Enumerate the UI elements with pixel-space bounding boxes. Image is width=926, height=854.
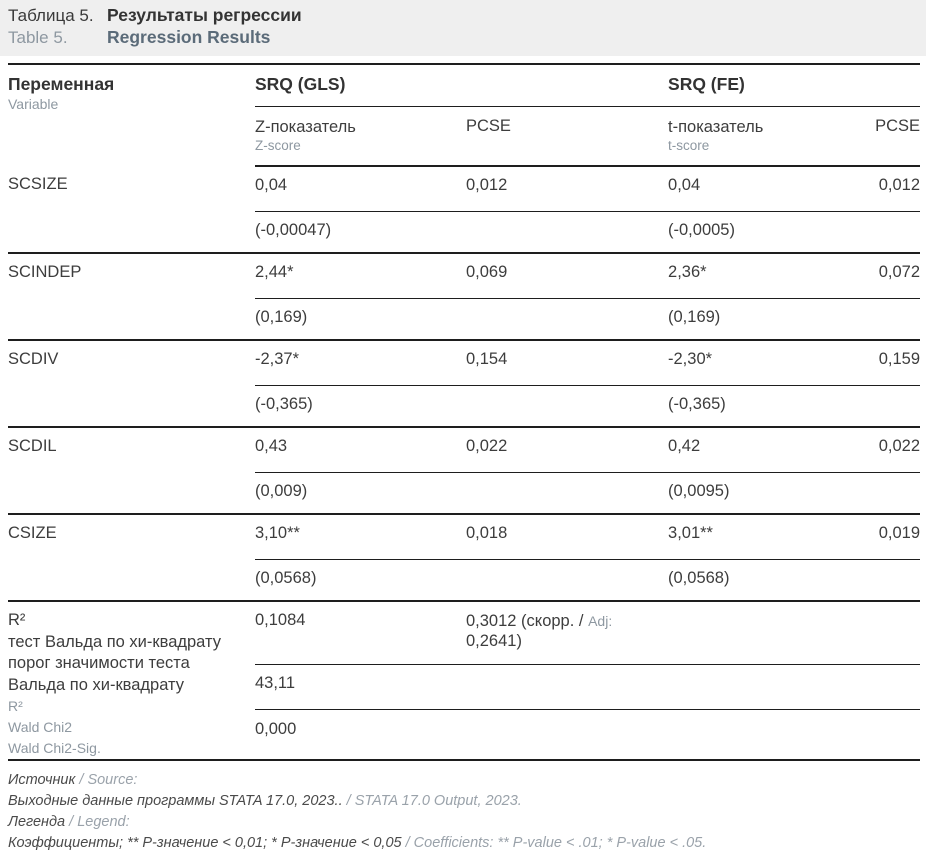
table-title-block — [0, 0, 926, 56]
column-group-srq-fe: SRQ (FE) — [668, 64, 920, 106]
stats-label-waldsig-ru-2: Вальда по хи-квадрату — [8, 675, 185, 694]
fe-pcse-value: 0,019 — [878, 524, 921, 542]
gls-z-value: -2,37* — [255, 350, 300, 368]
column-header-t-score: t-показатель t-score — [668, 106, 875, 166]
stats-label-wald-ru: тест Вальда по хи-квадрату — [8, 632, 221, 651]
table-row — [8, 514, 920, 559]
table-title-ru: Результаты регрессии — [107, 5, 302, 25]
variable-name: SCINDEP — [8, 253, 255, 340]
fe-t-value: 3,01** — [668, 524, 713, 542]
gls-se-value: (0,0568) — [255, 559, 466, 601]
gls-z-value: 2,44* — [255, 263, 294, 281]
table-number-ru: Таблица 5. — [8, 6, 94, 25]
fe-pcse-value: 0,022 — [878, 437, 921, 455]
gls-pcse-value: 0,012 — [466, 176, 508, 194]
table-number-en: Table 5. — [8, 28, 68, 47]
fe-se-value: (0,0095) — [668, 472, 875, 514]
stats-labels — [8, 601, 255, 760]
gls-pcse-value: 0,069 — [466, 263, 508, 281]
stats-label-wald-en: Wald Chi2 — [8, 719, 73, 735]
stats-label-waldsig-ru-1: порог значимости теста — [8, 654, 190, 672]
variable-name: SCDIV — [8, 340, 255, 427]
gls-se-value: (-0,365) — [255, 385, 466, 427]
column-header-pcse-fe: PCSE — [875, 106, 920, 166]
table-row — [8, 166, 920, 211]
header-group-row — [8, 64, 920, 106]
gls-z-value: 0,04 — [255, 176, 288, 194]
gls-pcse-value: 0,022 — [466, 437, 508, 455]
wald-chi2-value: 43,11 — [255, 665, 466, 710]
fe-se-value: (0,0568) — [668, 559, 875, 601]
variable-header-ru: Переменная — [8, 74, 115, 94]
variable-name: SCSIZE — [8, 166, 255, 253]
stats-label-waldsig-en: Wald Chi2-Sig. — [8, 740, 101, 756]
column-header-variable — [8, 64, 255, 166]
fe-t-value: 0,42 — [668, 437, 701, 455]
gls-z-value: 3,10** — [255, 524, 300, 542]
fe-se-value: (0,169) — [668, 298, 875, 340]
column-header-z-score: Z-показатель Z-score — [255, 106, 466, 166]
fe-pcse-value: 0,072 — [878, 263, 921, 281]
wald-chi2-sig-value: 0,000 — [255, 710, 466, 760]
r2-adjusted-value: 0,3012 (скорр. / Adj: 0,2641) — [466, 612, 613, 650]
fe-t-value: -2,30* — [668, 350, 713, 368]
table-title-en: Regression Results — [107, 27, 271, 47]
column-header-pcse-gls: PCSE — [466, 106, 668, 166]
stats-label-r2-ru: R² — [8, 611, 26, 629]
variable-header-en: Variable — [8, 96, 59, 112]
adj-label: Adj: — [588, 613, 613, 629]
stats-row-r2 — [8, 601, 920, 665]
gls-z-value: 0,43 — [255, 437, 288, 455]
fe-pcse-value: 0,159 — [878, 350, 921, 368]
column-group-srq-gls: SRQ (GLS) — [255, 64, 668, 106]
legend-text-line: Коэффициенты; ** P-значение < 0,01; * P-значение < 0,05 / Coefficients: ** P-value < .01; * P-value < .05. — [8, 835, 707, 851]
source-label-line: Источник / Source: — [8, 772, 138, 788]
stats-label-r2-en: R² — [8, 698, 23, 714]
gls-se-value: (0,169) — [255, 298, 466, 340]
fe-se-value: (-0,0005) — [668, 211, 875, 253]
table-row — [8, 340, 920, 385]
gls-pcse-value: 0,154 — [466, 350, 508, 368]
fe-se-value: (-0,365) — [668, 385, 875, 427]
table-row — [8, 253, 920, 298]
regression-results-table — [8, 63, 920, 761]
fe-t-value: 2,36* — [668, 263, 707, 281]
gls-se-value: (0,009) — [255, 472, 466, 514]
table-row — [8, 427, 920, 472]
variable-name: SCDIL — [8, 427, 255, 514]
fe-pcse-value: 0,012 — [878, 176, 921, 194]
table-footnotes — [8, 770, 918, 854]
variable-name: CSIZE — [8, 514, 255, 601]
gls-pcse-value: 0,018 — [466, 524, 508, 542]
source-text-line: Выходные данные программы STATA 17.0, 2023.. / STATA 17.0 Output, 2023. — [8, 793, 522, 809]
gls-se-value: (-0,00047) — [255, 211, 466, 253]
fe-t-value: 0,04 — [668, 176, 701, 194]
r2-value: 0,1084 — [255, 611, 306, 629]
legend-label-line: Легенда / Legend: — [8, 814, 130, 830]
